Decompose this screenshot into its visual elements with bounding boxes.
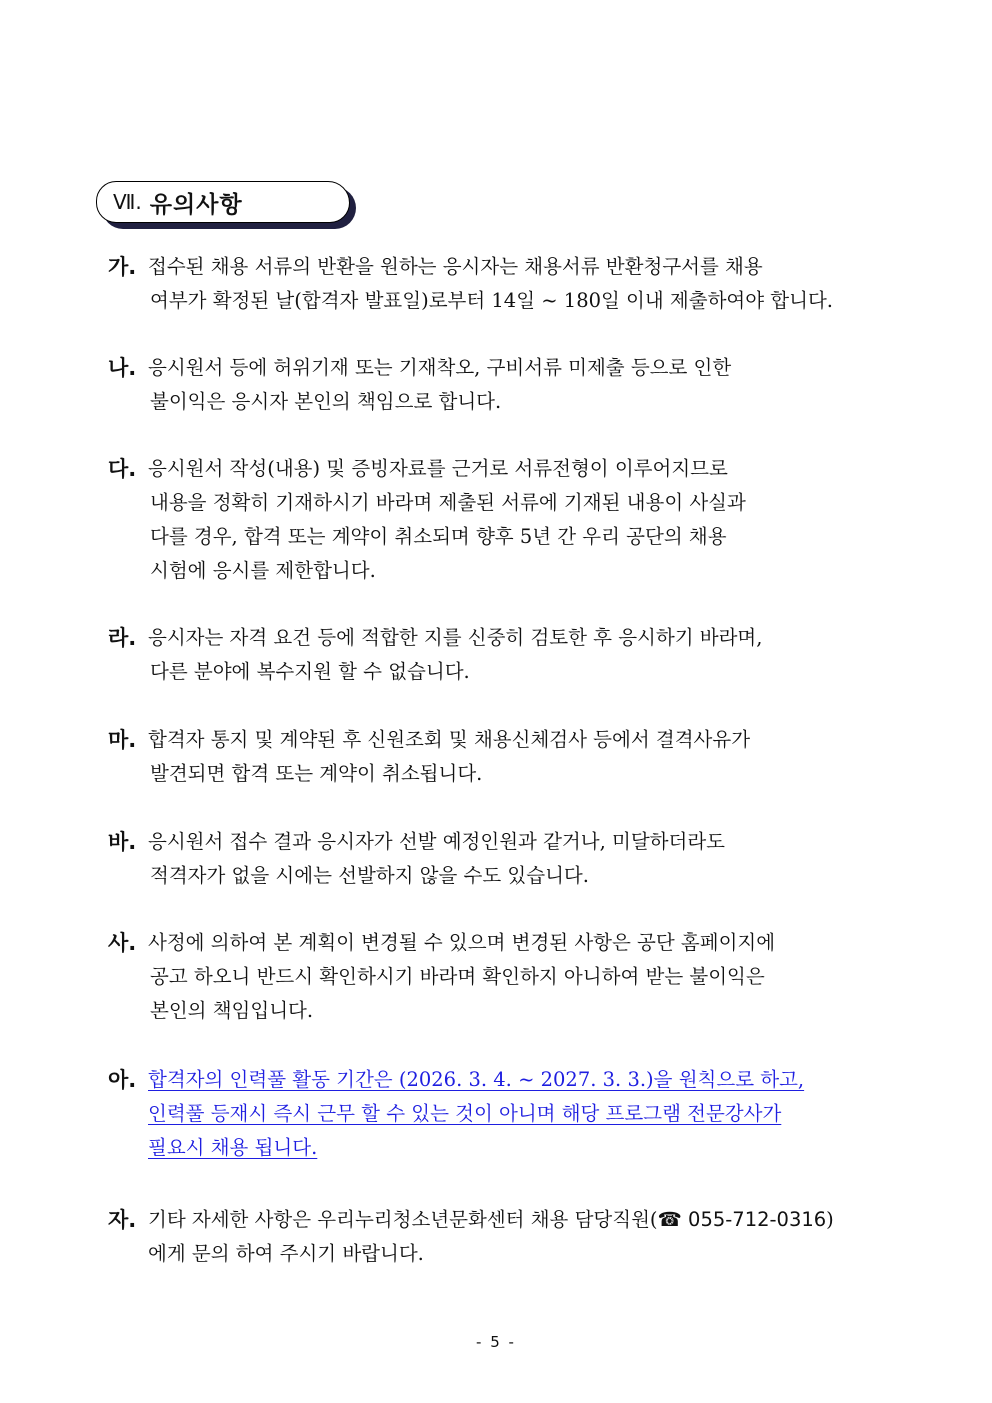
notice-item-da	[108, 452, 898, 588]
item-line: 에게 문의 하여 주시기 바랍니다.	[148, 1242, 424, 1265]
item-line: 본인의 책임입니다.	[150, 999, 314, 1022]
item-line-highlighted: 합격자의 인력풀 활동 기간은 (2026. 3. 4. ~ 2027. 3. 3.)을 원칙으로 하고,	[148, 1068, 805, 1091]
item-line: 내용을 정확히 기재하시기 바라며 제출된 서류에 기재된 내용이 사실과	[150, 491, 746, 514]
item-line: 응시원서 접수 결과 응시자가 선발 예정인원과 같거나, 미달하더라도	[148, 830, 726, 853]
phone-number: 055-712-0316	[688, 1208, 827, 1231]
item-line-highlighted: 인력풀 등재시 즉시 근무 할 수 있는 것이 아니며 해당 프로그램 전문강사가	[148, 1102, 782, 1125]
notice-item-ma	[108, 723, 898, 791]
item-line: 응시원서 등에 허위기재 또는 기재착오, 구비서류 미제출 등으로 인한	[148, 356, 732, 379]
notice-item-sa	[108, 926, 898, 1028]
item-line-contact	[148, 1203, 898, 1237]
item-marker: 가.	[108, 255, 137, 279]
notice-item-ja	[108, 1203, 898, 1271]
notice-item-na	[108, 351, 898, 419]
item-line: 공고 하오니 반드시 확인하시기 바라며 확인하지 아니하여 받는 불이익은	[150, 965, 765, 988]
item-line: 응시원서 작성(내용) 및 증빙자료를 근거로 서류전형이 이루어지므로	[148, 457, 728, 480]
contact-suffix: )	[826, 1208, 834, 1231]
item-line: 여부가 확정된 날(합격자 발표일)로부터 14일 ~ 180일 이내 제출하여야 합니다.	[150, 289, 834, 312]
item-marker: 아.	[108, 1068, 137, 1092]
item-line: 적격자가 없을 시에는 선발하지 않을 수도 있습니다.	[150, 864, 589, 887]
notice-item-a	[108, 1063, 898, 1165]
section-number: Ⅶ.	[113, 190, 142, 214]
item-line: 합격자 통지 및 계약된 후 신원조회 및 채용신체검사 등에서 결격사유가	[148, 728, 751, 751]
item-line: 응시자는 자격 요건 등에 적합한 지를 신중히 검토한 후 응시하기 바라며,	[148, 626, 763, 649]
page-number: - 5 -	[476, 1333, 516, 1351]
item-marker: 자.	[108, 1208, 137, 1232]
section-heading	[96, 181, 350, 225]
item-line: 시험에 응시를 제한합니다.	[150, 559, 376, 582]
item-line: 불이익은 응시자 본인의 책임으로 합니다.	[150, 390, 502, 413]
notice-item-ga	[108, 250, 898, 318]
item-marker: 라.	[108, 626, 137, 650]
item-line: 접수된 채용 서류의 반환을 원하는 응시자는 채용서류 반환청구서를 채용	[148, 255, 763, 278]
item-marker: 사.	[108, 931, 137, 955]
item-line: 다른 분야에 복수지원 할 수 없습니다.	[150, 660, 470, 683]
notice-item-ba	[108, 825, 898, 893]
item-line: 다를 경우, 합격 또는 계약이 취소되며 향후 5년 간 우리 공단의 채용	[150, 525, 727, 548]
section-title: 유의사항	[149, 191, 243, 218]
item-line-highlighted: 필요시 채용 됩니다.	[148, 1136, 318, 1159]
contact-text: 기타 자세한 사항은 우리누리청소년문화센터 채용 담당직원(	[148, 1208, 658, 1231]
section-heading-box	[96, 181, 350, 223]
notice-item-ra	[108, 621, 898, 689]
item-marker: 다.	[108, 457, 137, 481]
item-marker: 나.	[108, 356, 137, 380]
phone-icon: ☎	[657, 1208, 682, 1231]
item-marker: 바.	[108, 830, 137, 854]
item-marker: 마.	[108, 728, 137, 752]
item-line: 사정에 의하여 본 계획이 변경될 수 있으며 변경된 사항은 공단 홈페이지에	[148, 931, 776, 954]
item-line: 발견되면 합격 또는 계약이 취소됩니다.	[150, 762, 483, 785]
